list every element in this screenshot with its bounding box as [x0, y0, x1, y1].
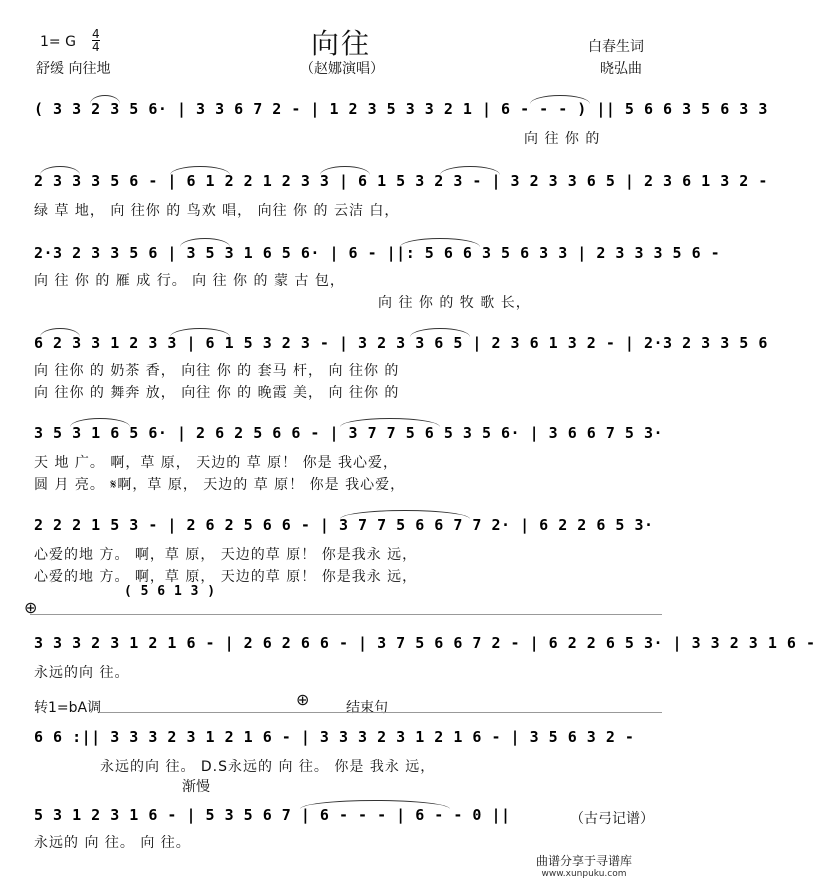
lyrics-row-7: 永远的向 往。 [34, 665, 130, 681]
slur [90, 95, 120, 104]
footer-text: 曲谱分享于寻谱库 [536, 854, 633, 868]
composer-credit: 晓弘曲 [600, 61, 642, 77]
lyrics-row-2: 绿 草 地， 向 往你 的 鸟欢 唱， 向往 你 的 云洁 白， [34, 203, 400, 219]
staff-line [100, 712, 662, 713]
slur [40, 328, 80, 337]
score-row-7-above: ( 5 6 1 3 ) [124, 584, 216, 599]
slur [340, 418, 440, 427]
score-row-5: 3 5 3 1 6 5 6· | 2 6 2 5 6 6 - | 3 7 7 5 6 5 3 5 6· | 3 6 6 7 5 3· [34, 424, 664, 442]
slur [320, 166, 370, 175]
score-row-6: 2 2 2 1 5 3 - | 2 6 2 5 6 6 - | 3 7 7 5 6 6 7 7 2· | 6 2 2 6 5 3· [34, 516, 654, 534]
score-row-1: ( 3 3 2 3 5 6· | 3 3 6 7 2 - | 1 2 3 5 3 3 2 1 | 6 - - - ) || 5 6 6 3 5 6 3 3 [34, 100, 768, 118]
score-row-3: 2·3 2 3 3 5 6 | 3 5 3 1 6 5 6· | 6 - ||: 5 6 6 3 5 6 3 3 | 2 3 3 3 5 6 - [34, 244, 721, 262]
score-row-7: 3 3 3 2 3 1 2 1 6 - | 2 6 2 6 6 - | 3 7 5 6 6 7 2 - | 6 2 2 6 5 3· | 3 3 2 3 1 6 - [34, 634, 816, 652]
lyrics-row-3b: 向 往 你 的 牧 歌 长， [378, 295, 531, 311]
lyrics-row-4a: 向 往你 的 奶茶 香， 向往 你 的 套马 杆， 向 往你 的 [34, 363, 400, 379]
slur [70, 418, 130, 427]
coda-icon: ⊕ [24, 598, 38, 617]
slur [530, 95, 590, 104]
slur [300, 800, 450, 809]
tempo-marking: 舒缓 向往地 [36, 61, 111, 77]
staff-line [30, 614, 662, 615]
score-row-4: 6 2 3 3 1 2 3 3 | 6 1 5 3 2 3 - | 3 2 3 3 6 5 | 2 3 6 1 3 2 - | 2·3 2 3 3 5 6 [34, 334, 768, 352]
lyrics-row-5b: 圆 月 亮。 𝄋啊，草 原， 天边的 草 原！ 你是 我心爱， [34, 477, 406, 493]
transcriber-credit: （古弓记谱） [570, 811, 654, 827]
slur [170, 328, 230, 337]
key-label: 1= G [40, 34, 76, 50]
time-sig-bottom: 4 [92, 40, 100, 54]
time-sig-top: 4 [92, 27, 100, 41]
coda-icon: ⊕ [296, 690, 310, 709]
page-title: 向往 [310, 27, 371, 60]
slur [180, 238, 230, 247]
slur [440, 166, 500, 175]
singer-credit: （赵娜演唱） [300, 61, 384, 77]
slur [40, 166, 80, 175]
score-row-8: 6 6 :|| 3 3 3 2 3 1 2 1 6 - | 3 3 3 2 3 1 2 1 6 - | 3 5 6 3 2 - [34, 728, 635, 746]
footer-watermark [536, 852, 632, 879]
lyrics-row-6a: 心爱的地 方。 啊，草 原， 天边的草 原！ 你是我永 远， [34, 547, 418, 563]
footer-site: www.xunpuku.com [541, 869, 627, 879]
ending-marking: 结束句 [346, 700, 388, 716]
tempo-change-marking: 渐慢 [182, 779, 210, 795]
lyrics-row-9: 永远的 向 往。 向 往。 [34, 835, 191, 851]
score-row-9: 5 3 1 2 3 1 6 - | 5 3 5 6 7 | 6 - - - | 6 - - 0 || [34, 806, 511, 824]
slur [340, 510, 470, 519]
lyrics-row-4b: 向 往你 的 舞奔 放， 向往 你 的 晚霞 美， 向 往你 的 [34, 385, 400, 401]
modulation-marking: 转1=bA调 [34, 700, 102, 716]
lyrics-row-1: 向 往 你 的 [524, 131, 601, 147]
lyrics-row-5a: 天 地 广。 啊，草 原， 天边的 草 原！ 你是 我心爱， [34, 455, 399, 471]
lyrics-row-6b: 心爱的地 方。 啊，草 原， 天边的草 原！ 你是我永 远， [34, 569, 418, 585]
slur [170, 166, 230, 175]
score-row-2: 2 3 3 3 5 6 - | 6 1 2 2 1 2 3 3 | 6 1 5 3 2 3 - | 3 2 3 3 6 5 | 2 3 6 1 3 2 - [34, 172, 768, 190]
lyrics-row-8: 永远的向 往。 D.S永远的 向 往。 你是 我永 远， [100, 759, 436, 775]
slur [400, 238, 480, 247]
slur [410, 328, 470, 337]
lyrics-row-3a: 向 往 你 的 雁 成 行。 向 往 你 的 蒙 古 包， [34, 273, 345, 289]
lyricist-credit: 白春生词 [588, 39, 644, 55]
